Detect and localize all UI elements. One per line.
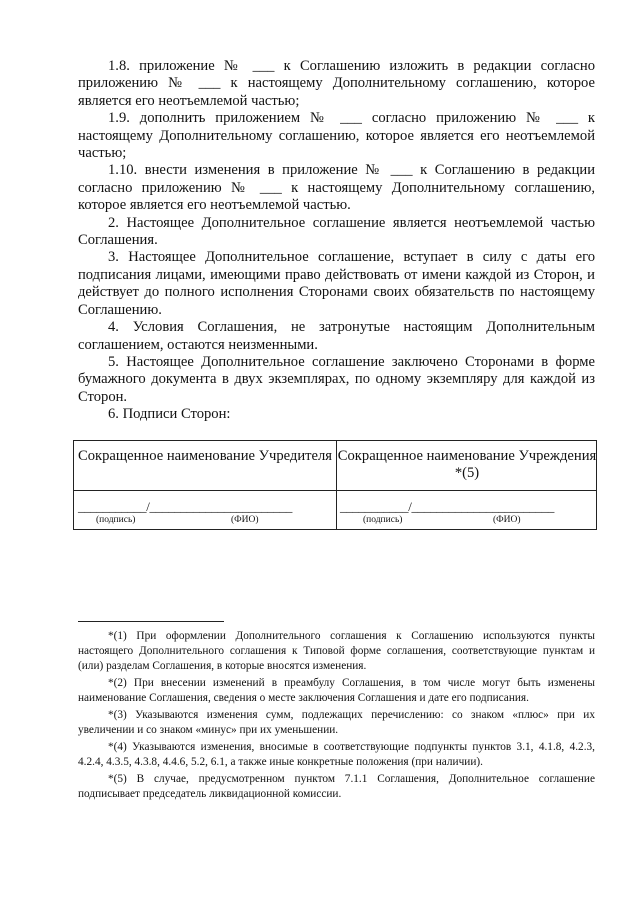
- signature-column-institution: [336, 441, 597, 529]
- founder-name-caption: (ФИО): [231, 515, 259, 525]
- founder-signature-caption: (подпись): [96, 515, 136, 525]
- footnote-separator: [78, 621, 224, 622]
- paragraph-1-10: 1.10. внести изменения в приложение № ___ к Соглашению в редакции согласно приложению № ___ к настоящему Дополнительному соглашению, которое является его неотъемлемой частью.: [78, 162, 595, 214]
- signature-table: [73, 440, 597, 530]
- footnote-3: *(3) Указываются изменения сумм, подлежащих перечислению: со знаком «плюс» при их увеличении и со знаком «минус» при их уменьшении.: [78, 709, 595, 736]
- institution-signature-line: ___________/_______________________: [340, 499, 555, 514]
- footnote-1: *(1) При оформлении Дополнительного соглашения к Соглашению используются пункты настоящего Дополнительного соглашения к Типовой форме соглашения, соответствующие пунктам и (или) разделам Соглашения, в которые вносятся изменения.: [78, 630, 595, 672]
- paragraph-3: 3. Настоящее Дополнительное соглашение, вступает в силу с даты его подписания лицами, имеющими право действовать от имени каждой из Сторон, и действует до полного исполнения Сторонами своих обязательств по настоящему Соглашению.: [78, 249, 595, 318]
- footnote-5: *(5) В случае, предусмотренном пунктом 7.1.1 Соглашения, Дополнительное соглашение подписывает председатель ликвидационной комиссии.: [78, 773, 595, 800]
- paragraph-1-9: 1.9. дополнить приложением № ___ согласно приложению № ___ к настоящему Дополнительному соглашению, которое является его неотъемлемой частью;: [78, 110, 595, 162]
- founder-header: Сокращенное наименование Учредителя: [74, 441, 336, 491]
- institution-signature-caption: (подпись): [363, 515, 403, 525]
- footnote-4: *(4) Указываются изменения, вносимые в соответствующие подпункты пунктов 3.1, 4.1.8, 4.2.3, 4.2.4, 4.3.5, 4.3.8, 4.4.6, 5.2, 6.1, а также иные конкретные положения (при наличии).: [78, 741, 595, 768]
- paragraph-2: 2. Настоящее Дополнительное соглашение является неотъемлемой частью Соглашения.: [78, 214, 595, 249]
- paragraph-4: 4. Условия Соглашения, не затронутые настоящим Дополнительным соглашением, остаются неизменными.: [78, 319, 595, 353]
- agreement-body: [78, 58, 595, 424]
- institution-header: Сокращенное наименование Учреждения *(5): [337, 441, 597, 491]
- paragraph-6: 6. Подписи Сторон:: [108, 406, 231, 423]
- institution-name-caption: (ФИО): [493, 515, 521, 525]
- founder-signature-line: ___________/_______________________: [78, 499, 293, 514]
- footnote-2: *(2) При внесении изменений в преамбулу Соглашения, в том числе могут быть изменены наименование Соглашения, сведения о месте заключения Соглашения и дате его подписания.: [78, 677, 595, 704]
- paragraph-1-8: 1.8. приложение № ___ к Соглашению изложить в редакции согласно приложению № ___ к настоящему Дополнительному соглашению, которое является его неотъемлемой частью;: [78, 58, 595, 109]
- paragraph-5: 5. Настоящее Дополнительное соглашение заключено Сторонами в форме бумажного документа в двух экземплярах, по одному экземпляру для каждой из Сторон.: [78, 353, 595, 405]
- signature-column-founder: [74, 441, 336, 529]
- footnotes: [78, 629, 595, 804]
